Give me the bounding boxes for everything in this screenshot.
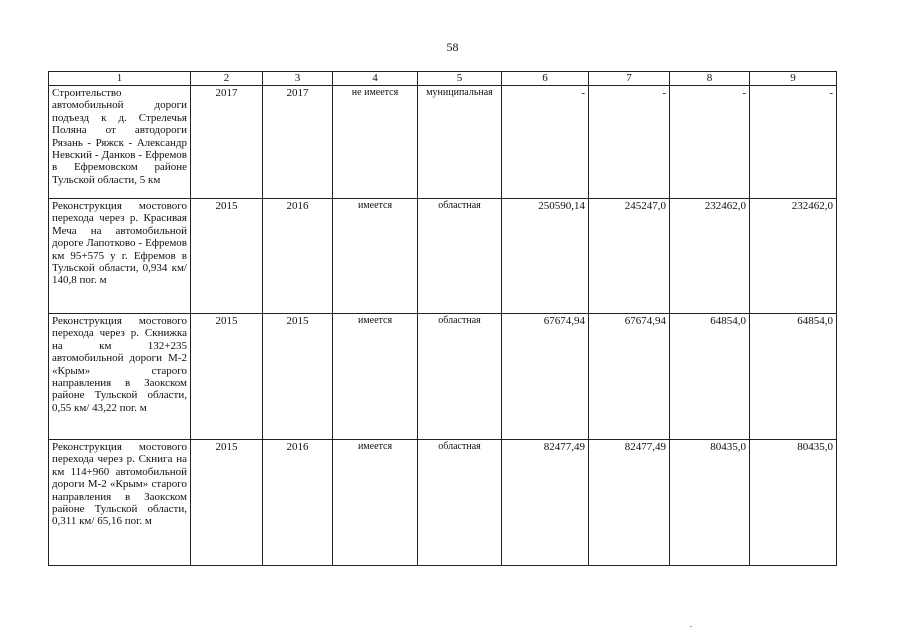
value-cell-9: 232462,0 xyxy=(750,199,837,314)
value-cell-7: - xyxy=(589,86,670,199)
object-name-cell: Реконструкция мостового перехода через р. Красивая Меча на автомобильной дороге Лапотково - Ефремов км 95+575 у г. Ефремов в Тульской области, 0,934 км/ 140,8 пог. м xyxy=(49,199,191,314)
status-cell: не имеется xyxy=(333,86,418,199)
ownership-cell: областная xyxy=(418,199,502,314)
column-header: 7 xyxy=(589,72,670,86)
object-name-cell: Реконструкция мостового перехода через р. Скнига на км 114+960 автомобильной дороги М-2 «Крым» старого направления в Заокском районе Тульской области, 0,311 км/ 65,16 пог. м xyxy=(49,440,191,566)
start-year-cell: 2017 xyxy=(191,86,263,199)
end-year-cell: 2016 xyxy=(263,440,333,566)
value-cell-7: 67674,94 xyxy=(589,314,670,440)
value-cell-6: 82477,49 xyxy=(502,440,589,566)
object-name-cell: Реконструкция мостового перехода через р. Скнижка на км 132+235 автомобильной дороги М-2 «Крым» старого направления в Заокском районе Тульской области, 0,55 км/ 43,22 пог. м xyxy=(49,314,191,440)
value-cell-6: 250590,14 xyxy=(502,199,589,314)
value-cell-8: 232462,0 xyxy=(670,199,750,314)
value-cell-7: 82477,49 xyxy=(589,440,670,566)
table-row xyxy=(49,86,837,199)
start-year-cell: 2015 xyxy=(191,314,263,440)
ownership-cell: муниципальная xyxy=(418,86,502,199)
value-cell-8: - xyxy=(670,86,750,199)
column-header: 3 xyxy=(263,72,333,86)
table-row xyxy=(49,199,837,314)
data-table xyxy=(48,71,837,566)
value-cell-7: 245247,0 xyxy=(589,199,670,314)
status-cell: имеется xyxy=(333,440,418,566)
end-year-cell: 2017 xyxy=(263,86,333,199)
value-cell-8: 64854,0 xyxy=(670,314,750,440)
start-year-cell: 2015 xyxy=(191,440,263,566)
column-header: 4 xyxy=(333,72,418,86)
status-cell: имеется xyxy=(333,314,418,440)
value-cell-9: - xyxy=(750,86,837,199)
value-cell-9: 64854,0 xyxy=(750,314,837,440)
page-number: 58 xyxy=(446,40,459,54)
column-header: 1 xyxy=(49,72,191,86)
ownership-cell: областная xyxy=(418,314,502,440)
object-name-cell: Строительство автомобильной дороги подъезд к д. Стрелечья Поляна от автодороги Рязань - Ряжск - Александр Невский - Данков - Ефремов в Ефремовском районе Тульской области, 5 км xyxy=(49,86,191,199)
ownership-cell: областная xyxy=(418,440,502,566)
scan-speck xyxy=(690,626,692,627)
column-header: 2 xyxy=(191,72,263,86)
status-cell: имеется xyxy=(333,199,418,314)
header-row xyxy=(49,72,837,86)
column-header: 8 xyxy=(670,72,750,86)
end-year-cell: 2016 xyxy=(263,199,333,314)
end-year-cell: 2015 xyxy=(263,314,333,440)
value-cell-6: - xyxy=(502,86,589,199)
column-header: 5 xyxy=(418,72,502,86)
start-year-cell: 2015 xyxy=(191,199,263,314)
table-row xyxy=(49,314,837,440)
column-header: 6 xyxy=(502,72,589,86)
table-row xyxy=(49,440,837,566)
value-cell-8: 80435,0 xyxy=(670,440,750,566)
value-cell-9: 80435,0 xyxy=(750,440,837,566)
column-header: 9 xyxy=(750,72,837,86)
value-cell-6: 67674,94 xyxy=(502,314,589,440)
